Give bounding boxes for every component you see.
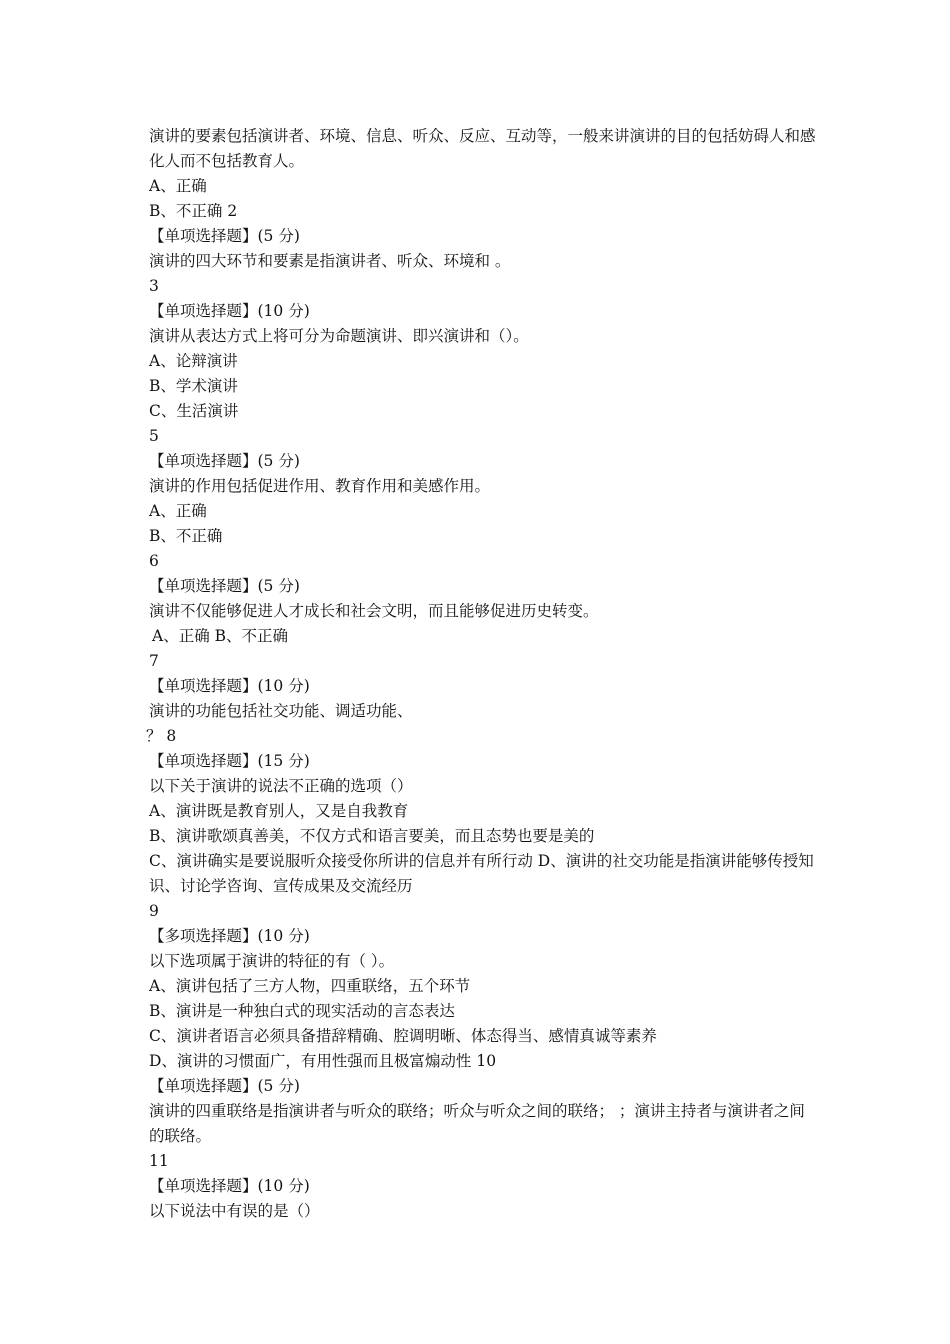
- text-line: A、演讲既是教育别人，又是自我教育: [149, 802, 409, 820]
- text-line: 以下关于演讲的说法不正确的选项（）: [149, 777, 413, 795]
- text-line: 5: [149, 427, 159, 445]
- text-line: 演讲不仅能够促进人才成长和社会文明，而且能够促进历史转变。: [149, 602, 599, 620]
- text-line: 以下说法中有误的是（）: [149, 1202, 320, 1220]
- text-line: B、学术演讲: [149, 377, 238, 395]
- text-line: 以下选项属于演讲的特征的有（ ）。: [149, 952, 395, 970]
- text-line: 演讲的四大环节和要素是指演讲者、听众、环境和 。: [149, 252, 511, 270]
- text-line: 【单项选择题】(5 分): [149, 577, 300, 595]
- text-line: 7: [149, 652, 159, 670]
- text-line: 9: [149, 902, 159, 920]
- text-line: 【单项选择题】(5 分): [149, 452, 300, 470]
- text-line: 【单项选择题】(10 分): [149, 1177, 310, 1195]
- text-line: C、生活演讲: [149, 402, 239, 420]
- text-line: A、正确 B、不正确: [152, 627, 289, 645]
- text-line: B、不正确 2: [149, 202, 238, 220]
- document-body: [146, 124, 816, 1224]
- text-line: A、正确: [149, 502, 207, 520]
- text-line: D、演讲的习惯面广，有用性强而且极富煽动性 10: [149, 1052, 497, 1070]
- text-line: B、演讲是一种独白式的现实活动的言态表达: [149, 1002, 455, 1020]
- text-line: 6: [149, 552, 159, 570]
- text-line: 【单项选择题】(10 分): [149, 302, 310, 320]
- text-line: 【单项选择题】(10 分): [149, 677, 310, 695]
- text-line: B、不正确: [149, 527, 223, 545]
- text-line: 11: [149, 1152, 169, 1170]
- text-line: 【单项选择题】(15 分): [149, 752, 310, 770]
- text-line: 演讲的功能包括社交功能、调适功能、: [149, 702, 413, 720]
- text-line: C、演讲确实是要说服听众接受你所讲的信息并有所行动 D、演讲的社交功能是指演讲能够传授知识、讨论学咨询、宣传成果及交流经历: [149, 852, 814, 895]
- text-line: A、演讲包括了三方人物，四重联络，五个环节: [149, 977, 471, 995]
- text-line: A、论辩演讲: [149, 352, 238, 370]
- text-line: 演讲的四重联络是指演讲者与听众的联络；听众与听众之间的联络； ；演讲主持者与演讲者之间的联络。: [149, 1102, 805, 1145]
- text-line: 【多项选择题】(10 分): [149, 927, 310, 945]
- text-line: 3: [149, 277, 159, 295]
- text-line: B、演讲歌颂真善美，不仅方式和语言要美，而且态势也要是美的: [149, 827, 595, 845]
- text-line: 【单项选择题】(5 分): [149, 227, 300, 245]
- text-line: 演讲的作用包括促进作用、教育作用和美感作用。: [149, 477, 491, 495]
- text-line: 【单项选择题】(5 分): [149, 1077, 300, 1095]
- text-line: 演讲的要素包括演讲者、环境、信息、听众、反应、互动等，一般来讲演讲的目的包括妨碍人和感化人而不包括教育人。: [149, 127, 816, 170]
- text-line: A、正确: [149, 177, 207, 195]
- text-line: 演讲从表达方式上将可分为命题演讲、即兴演讲和（）。: [149, 327, 529, 345]
- text-line: ？ 8: [146, 727, 177, 745]
- text-line: C、演讲者语言必须具备措辞精确、腔调明晰、体态得当、感情真诚等素养: [149, 1027, 657, 1045]
